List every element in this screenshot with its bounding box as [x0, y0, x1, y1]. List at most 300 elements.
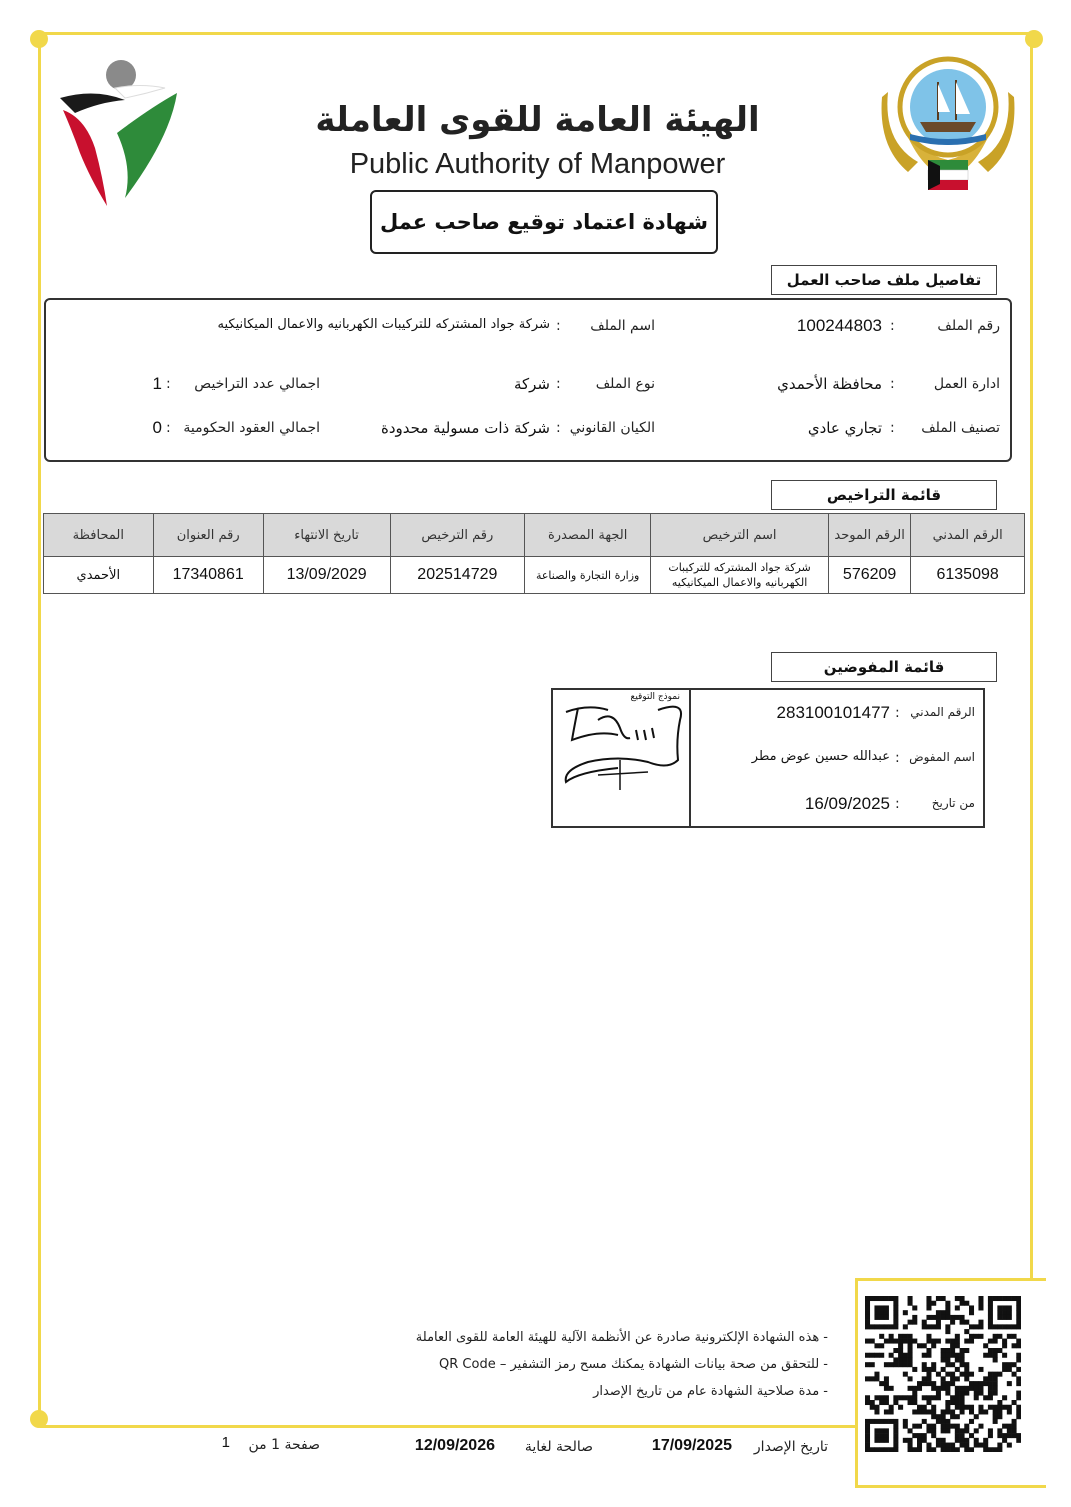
qr-module: [903, 1324, 908, 1329]
employer-section-title: تفاصيل ملف صاحب العمل: [771, 265, 997, 295]
qr-module: [1016, 1320, 1021, 1325]
qr-module: [893, 1447, 898, 1452]
classification-value: تجاري عادي: [807, 419, 882, 437]
qr-module: [1016, 1367, 1021, 1372]
qr-module: [997, 1405, 1002, 1410]
qr-module: [912, 1339, 917, 1344]
qr-module: [865, 1301, 870, 1306]
qr-module: [903, 1339, 908, 1344]
qr-module: [964, 1386, 969, 1391]
qr-module: [1002, 1305, 1007, 1310]
col-license-no: رقم الترخيص: [390, 514, 525, 557]
col-unified-no: الرقم الموحد: [828, 514, 910, 557]
qr-module: [1016, 1315, 1021, 1320]
qr-module: [941, 1353, 946, 1358]
qr-module: [988, 1348, 993, 1353]
qr-module: [908, 1386, 913, 1391]
qr-module: [960, 1433, 965, 1438]
qr-module: [865, 1433, 870, 1438]
qr-module: [997, 1296, 1002, 1301]
cell-governorate: الأحمدي: [44, 557, 154, 594]
qr-module: [950, 1315, 955, 1320]
qr-module: [893, 1428, 898, 1433]
qr-module: [950, 1320, 955, 1325]
qr-module: [879, 1428, 884, 1433]
delegate-divider: [689, 688, 691, 826]
qr-module: [903, 1424, 908, 1429]
qr-module: [1002, 1367, 1007, 1372]
cell-unified-no: 576209: [828, 557, 910, 594]
qr-module: [936, 1339, 941, 1344]
qr-module: [936, 1391, 941, 1396]
qr-module: [879, 1395, 884, 1400]
col-address-no: رقم العنوان: [153, 514, 263, 557]
qr-module: [988, 1428, 993, 1433]
qr-module: [865, 1443, 870, 1448]
qr-module: [964, 1405, 969, 1410]
qr-module: [903, 1372, 908, 1377]
colon: :: [556, 376, 561, 392]
qr-module: [874, 1353, 879, 1358]
qr-module: [874, 1315, 879, 1320]
cell-civil-id: 6135098: [911, 557, 1025, 594]
qr-module: [969, 1381, 974, 1386]
qr-module: [988, 1381, 993, 1386]
page-total: 1: [221, 1434, 230, 1451]
qr-module: [945, 1305, 950, 1310]
qr-module: [1012, 1419, 1017, 1424]
file-type-label: نوع الملف: [595, 376, 655, 392]
qr-module: [945, 1447, 950, 1452]
qr-module: [945, 1428, 950, 1433]
signature-image: [558, 700, 688, 795]
qr-module: [874, 1310, 879, 1315]
qr-module: [917, 1381, 922, 1386]
cell-address-no: 17340861: [153, 557, 263, 594]
qr-module: [884, 1376, 889, 1381]
delegate-from-date-label: من تاريخ: [931, 796, 975, 810]
qr-module: [964, 1376, 969, 1381]
qr-module: [945, 1329, 950, 1334]
qr-module: [931, 1414, 936, 1419]
qr-module: [1007, 1443, 1012, 1448]
qr-module: [1007, 1305, 1012, 1310]
qr-module: [1016, 1357, 1021, 1362]
qr-module: [945, 1424, 950, 1429]
file-number-value: 100244803: [796, 316, 882, 335]
qr-module: [926, 1424, 931, 1429]
qr-module: [898, 1357, 903, 1362]
qr-module: [993, 1391, 998, 1396]
qr-module: [912, 1447, 917, 1452]
qr-module: [908, 1400, 913, 1405]
licenses-table: [43, 513, 1025, 594]
qr-module: [950, 1376, 955, 1381]
qr-module: [978, 1409, 983, 1414]
qr-module: [941, 1386, 946, 1391]
note-1: - هذه الشهادة الإلكترونية صادرة عن الأنظمة الآلية للهيئة العامة للقوى العاملة: [415, 1330, 828, 1345]
qr-module: [926, 1400, 931, 1405]
qr-module: [893, 1357, 898, 1362]
qr-module: [912, 1395, 917, 1400]
qr-module: [898, 1353, 903, 1358]
qr-module: [879, 1334, 884, 1339]
qr-module: [945, 1372, 950, 1377]
qr-module: [945, 1400, 950, 1405]
qr-module: [908, 1376, 913, 1381]
qr-module: [960, 1315, 965, 1320]
licenses-section-title: قائمة التراخيص: [771, 480, 997, 510]
qr-module: [1012, 1372, 1017, 1377]
qr-module: [865, 1424, 870, 1429]
qr-module: [941, 1428, 946, 1433]
qr-module: [997, 1310, 1002, 1315]
qr-module: [988, 1320, 993, 1325]
qr-module: [889, 1386, 894, 1391]
qr-module: [865, 1305, 870, 1310]
qr-module: [941, 1447, 946, 1452]
qr-module: [941, 1414, 946, 1419]
qr-module: [884, 1305, 889, 1310]
col-license-name: اسم الترخيص: [651, 514, 829, 557]
delegate-civil-id-value: 283100101477: [776, 703, 890, 722]
qr-module: [898, 1362, 903, 1367]
qr-module: [941, 1443, 946, 1448]
cell-expiry: 13/09/2029: [263, 557, 390, 594]
qr-module: [955, 1386, 960, 1391]
qr-module: [926, 1315, 931, 1320]
qr-module: [931, 1386, 936, 1391]
colon: :: [890, 420, 895, 436]
qr-module: [865, 1339, 870, 1344]
qr-module: [950, 1348, 955, 1353]
qr-module: [983, 1376, 988, 1381]
qr-module: [960, 1409, 965, 1414]
qr-module: [960, 1405, 965, 1410]
qr-module: [926, 1353, 931, 1358]
qr-module: [1016, 1310, 1021, 1315]
kuwait-emblem: [878, 52, 1018, 207]
qr-module: [889, 1447, 894, 1452]
total-contracts-label: اجمالي العقود الحكومية: [183, 420, 320, 436]
qr-module: [955, 1367, 960, 1372]
qr-module: [926, 1324, 931, 1329]
qr-module: [988, 1305, 993, 1310]
qr-module: [974, 1428, 979, 1433]
qr-module: [1002, 1324, 1007, 1329]
qr-module: [1007, 1424, 1012, 1429]
qr-module: [960, 1320, 965, 1325]
qr-module: [898, 1405, 903, 1410]
total-contracts-value: 0: [152, 418, 162, 437]
qr-module: [879, 1324, 884, 1329]
qr-module: [870, 1376, 875, 1381]
qr-module: [874, 1419, 879, 1424]
qr-module: [988, 1315, 993, 1320]
total-licenses-value: 1: [152, 374, 162, 393]
qr-module: [1016, 1405, 1021, 1410]
qr-module: [922, 1381, 927, 1386]
qr-module: [960, 1386, 965, 1391]
qr-module: [936, 1386, 941, 1391]
qr-module: [917, 1438, 922, 1443]
qr-module: [941, 1357, 946, 1362]
qr-module: [960, 1443, 965, 1448]
qr-module: [1016, 1296, 1021, 1301]
cell-license-no: 202514729: [390, 557, 525, 594]
qr-module: [950, 1443, 955, 1448]
qr-module: [945, 1362, 950, 1367]
qr-module: [1012, 1428, 1017, 1433]
qr-module: [926, 1334, 931, 1339]
qr-module: [917, 1424, 922, 1429]
qr-module: [926, 1376, 931, 1381]
qr-module: [912, 1409, 917, 1414]
qr-module: [870, 1324, 875, 1329]
qr-module: [893, 1362, 898, 1367]
qr-module: [889, 1324, 894, 1329]
qr-module: [964, 1320, 969, 1325]
qr-module: [978, 1386, 983, 1391]
qr-module: [1016, 1381, 1021, 1386]
qr-module: [964, 1348, 969, 1353]
qr-module: [884, 1339, 889, 1344]
qr-module: [1016, 1376, 1021, 1381]
delegate-name-value: عبدالله حسين عوض مطر: [751, 749, 890, 764]
qr-module: [922, 1433, 927, 1438]
qr-module: [955, 1334, 960, 1339]
qr-module: [917, 1409, 922, 1414]
qr-module: [969, 1386, 974, 1391]
qr-module: [983, 1381, 988, 1386]
qr-module: [917, 1443, 922, 1448]
qr-module: [978, 1320, 983, 1325]
qr-module: [903, 1334, 908, 1339]
qr-module: [922, 1320, 927, 1325]
qr-module: [893, 1443, 898, 1448]
qr-module: [870, 1419, 875, 1424]
qr-module: [993, 1372, 998, 1377]
cell-license-name: شركة جواد المشتركه للتركيبات الكهربانيه والاعمال الميكانيكيه: [651, 557, 829, 594]
qr-module: [997, 1305, 1002, 1310]
qr-module: [993, 1353, 998, 1358]
qr-module: [974, 1391, 979, 1396]
qr-module: [969, 1310, 974, 1315]
qr-module: [1012, 1400, 1017, 1405]
qr-module: [950, 1395, 955, 1400]
qr-module: [978, 1367, 983, 1372]
qr-module: [974, 1395, 979, 1400]
qr-module: [1002, 1315, 1007, 1320]
qr-module: [1012, 1424, 1017, 1429]
qr-module: [874, 1305, 879, 1310]
qr-module: [983, 1409, 988, 1414]
qr-module: [974, 1324, 979, 1329]
qr-module: [870, 1447, 875, 1452]
qr-module: [912, 1386, 917, 1391]
qr-module: [941, 1424, 946, 1429]
qr-module: [893, 1301, 898, 1306]
qr-module: [922, 1376, 927, 1381]
qr-module: [874, 1376, 879, 1381]
qr-module: [1007, 1367, 1012, 1372]
qr-module: [955, 1357, 960, 1362]
qr-module: [874, 1428, 879, 1433]
qr-module: [960, 1348, 965, 1353]
frame-right: [1030, 40, 1033, 1280]
qr-module: [993, 1419, 998, 1424]
qr-module: [960, 1296, 965, 1301]
qr-module: [1016, 1433, 1021, 1438]
qr-module: [1002, 1433, 1007, 1438]
qr-module: [936, 1438, 941, 1443]
qr-module: [879, 1400, 884, 1405]
qr-module: [865, 1447, 870, 1452]
qr-module: [931, 1339, 936, 1344]
qr-module: [931, 1362, 936, 1367]
qr-module: [955, 1395, 960, 1400]
qr-module: [912, 1400, 917, 1405]
qr-module: [931, 1424, 936, 1429]
qr-module: [912, 1433, 917, 1438]
qr-module: [903, 1419, 908, 1424]
qr-module: [874, 1395, 879, 1400]
qr-module: [922, 1405, 927, 1410]
page-label: صفحة 1 من: [248, 1437, 320, 1453]
valid-until-label: صالحة لغاية: [524, 1439, 593, 1455]
qr-module: [931, 1324, 936, 1329]
qr-module: [893, 1348, 898, 1353]
qr-module: [941, 1367, 946, 1372]
qr-module: [945, 1348, 950, 1353]
qr-module: [1016, 1438, 1021, 1443]
qr-module: [903, 1357, 908, 1362]
qr-module: [974, 1438, 979, 1443]
qr-module: [922, 1438, 927, 1443]
qr-module: [908, 1428, 913, 1433]
qr-module: [903, 1438, 908, 1443]
qr-module: [865, 1400, 870, 1405]
qr-module: [879, 1433, 884, 1438]
file-number-label: رقم الملف: [937, 318, 1000, 334]
qr-module: [988, 1405, 993, 1410]
qr-module: [950, 1409, 955, 1414]
qr-module: [879, 1315, 884, 1320]
qr-module: [988, 1391, 993, 1396]
qr-module: [993, 1324, 998, 1329]
qr-module: [865, 1362, 870, 1367]
qr-module: [893, 1424, 898, 1429]
frame-top: [40, 32, 1030, 35]
qr-module: [978, 1381, 983, 1386]
qr-module: [1007, 1324, 1012, 1329]
qr-module: [960, 1353, 965, 1358]
qr-module: [898, 1334, 903, 1339]
qr-module: [950, 1362, 955, 1367]
qr-module: [988, 1339, 993, 1344]
qr-module: [893, 1324, 898, 1329]
qr-module: [926, 1296, 931, 1301]
qr-module: [1016, 1339, 1021, 1344]
qr-module: [893, 1310, 898, 1315]
qr-module: [988, 1310, 993, 1315]
qr-module: [1007, 1334, 1012, 1339]
qr-module: [908, 1395, 913, 1400]
qr-module: [908, 1438, 913, 1443]
qr-module: [993, 1381, 998, 1386]
qr-module: [950, 1353, 955, 1358]
qr-module: [889, 1296, 894, 1301]
qr-module: [884, 1409, 889, 1414]
qr-module: [908, 1447, 913, 1452]
qr-module: [974, 1334, 979, 1339]
qr-module: [964, 1372, 969, 1377]
qr-module: [988, 1372, 993, 1377]
qr-module: [993, 1386, 998, 1391]
colon: :: [890, 376, 895, 392]
qr-module: [993, 1447, 998, 1452]
qr-module: [1012, 1296, 1017, 1301]
qr-module: [969, 1305, 974, 1310]
legal-entity-value: شركة ذات مسولية محدودة: [381, 419, 550, 437]
frame-corner-tr: [1025, 30, 1043, 48]
qr-module: [922, 1409, 927, 1414]
file-name-value: شركة جواد المشتركه للتركيبات الكهربانيه والاعمال الميكانيكيه: [217, 317, 550, 332]
qr-module: [917, 1433, 922, 1438]
qr-module: [922, 1419, 927, 1424]
qr-module: [983, 1447, 988, 1452]
qr-module: [945, 1381, 950, 1386]
qr-module: [988, 1433, 993, 1438]
qr-code[interactable]: [865, 1296, 1021, 1452]
qr-module: [884, 1381, 889, 1386]
pam-logo: [55, 58, 180, 208]
certificate-title: شهادة اعتماد توقيع صاحب عمل: [370, 190, 718, 254]
qr-module: [1016, 1409, 1021, 1414]
qr-module: [912, 1367, 917, 1372]
qr-module: [997, 1334, 1002, 1339]
qr-module: [889, 1334, 894, 1339]
qr-module: [997, 1414, 1002, 1419]
qr-module: [983, 1353, 988, 1358]
qr-module: [941, 1409, 946, 1414]
qr-module: [945, 1357, 950, 1362]
qr-module: [865, 1438, 870, 1443]
qr-module: [950, 1414, 955, 1419]
delegate-from-date-value: 16/09/2025: [804, 794, 890, 813]
qr-module: [936, 1419, 941, 1424]
qr-module: [893, 1395, 898, 1400]
qr-module: [969, 1405, 974, 1410]
qr-module: [936, 1296, 941, 1301]
qr-module: [964, 1447, 969, 1452]
qr-module: [898, 1343, 903, 1348]
qr-module: [997, 1443, 1002, 1448]
qr-module: [926, 1447, 931, 1452]
qr-module: [908, 1443, 913, 1448]
qr-module: [865, 1428, 870, 1433]
qr-module: [889, 1405, 894, 1410]
qr-module: [1016, 1324, 1021, 1329]
qr-module: [908, 1343, 913, 1348]
qr-module: [950, 1400, 955, 1405]
qr-module: [978, 1405, 983, 1410]
classification-label: تصنيف الملف: [921, 420, 1000, 436]
qr-module: [974, 1414, 979, 1419]
qr-module: [950, 1447, 955, 1452]
qr-module: [955, 1428, 960, 1433]
work-admin-value: محافظة الأحمدي: [777, 375, 882, 393]
